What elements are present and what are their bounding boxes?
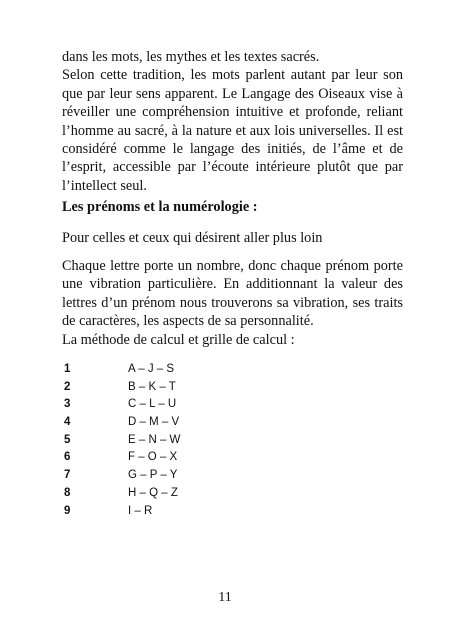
lead-paragraph (62, 229, 403, 247)
grid-row (64, 432, 264, 450)
intro-line-1: dans les mots, les mythes et les textes sacrés. (62, 49, 320, 65)
grid-number: 4 (64, 416, 71, 429)
grid-number: 7 (64, 469, 71, 482)
grid-row (64, 485, 264, 503)
intro-text: Selon cette tradition, les mots parlent autant par leur son que par leur sens apparent. Le Langage des Oiseaux vise à réveiller une compréhension intuitive et profonde, reliant l’homme au sacré, à la nature et aux lois universelles. Il est considéré comme le langage des initiés, de l’âme et de l’esprit, accessible par l’écoute intérieure plutôt que par l’intellect seul. (62, 67, 403, 194)
grid-number: 9 (64, 504, 71, 517)
grid-row (64, 361, 264, 379)
grid-row (64, 379, 264, 397)
page-number: 11 (218, 590, 232, 605)
grid-letters: E – N – W (128, 433, 181, 446)
grid-row (64, 449, 264, 467)
lead-text: Pour celles et ceux qui désirent aller plus loin (62, 230, 323, 246)
grid-number: 6 (64, 451, 71, 464)
intro-paragraph (62, 48, 403, 195)
numerology-grid (64, 361, 264, 520)
grid-letters: A – J – S (128, 363, 175, 375)
grid-number: 3 (64, 398, 71, 411)
grid-number: 5 (64, 433, 71, 446)
grid-number: 8 (64, 486, 71, 499)
grid-row (64, 396, 264, 414)
grid-letters: C – L – U (128, 398, 177, 411)
grid-row (64, 467, 264, 485)
grid-letters: B – K – T (128, 380, 176, 393)
grid-letters: I – R (128, 504, 153, 517)
body-text: Chaque lettre porte un nombre, donc chaque prénom porte une vibration particulière. En additionnant la valeur des lettres d’un prénom nous trouverons sa vibration, ses traits de caractères, les aspects de sa personnalité. (62, 258, 403, 330)
grid-number: 1 (64, 363, 71, 375)
grid-letters: H – Q – Z (128, 486, 178, 499)
body-paragraph (62, 257, 403, 331)
grid-number: 2 (64, 380, 71, 393)
grid-intro-paragraph (62, 331, 403, 349)
grid-letters: G – P – Y (128, 469, 178, 482)
grid-letters: F – O – X (128, 451, 178, 464)
grid-row (64, 414, 264, 432)
grid-letters: D – M – V (128, 416, 180, 429)
grid-row (64, 503, 264, 521)
grid-intro-text: La méthode de calcul et grille de calcul : (62, 332, 295, 348)
section-heading: Les prénoms et la numérologie : (62, 199, 258, 215)
